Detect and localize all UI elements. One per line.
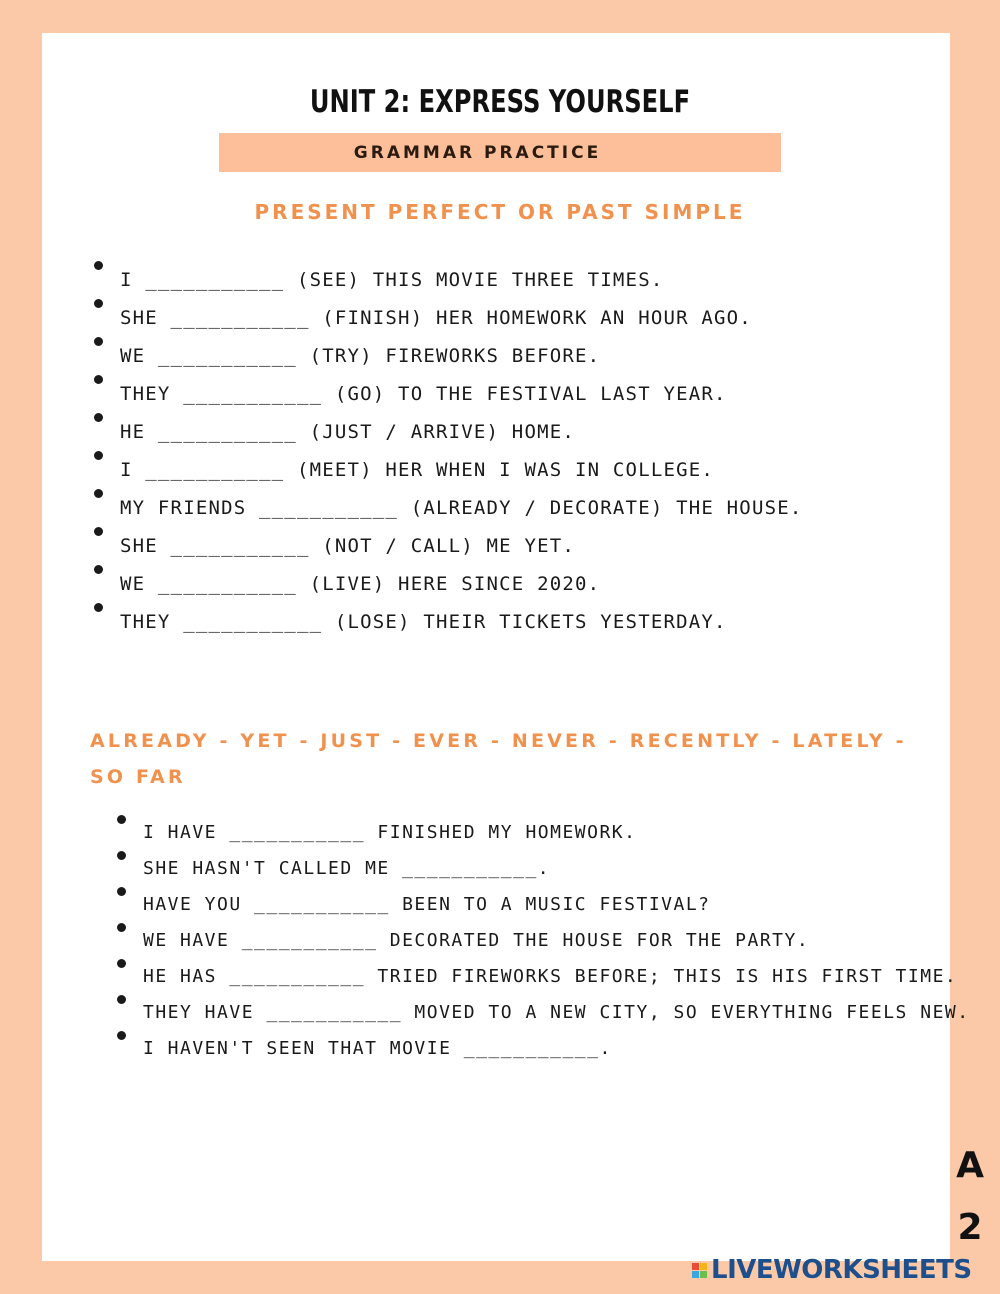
liveworksheets-logo[interactable] <box>692 1255 972 1285</box>
list-item <box>143 851 943 887</box>
page-title: UNIT 2: EXPRESS YOURSELF <box>309 84 691 120</box>
list-item <box>120 413 803 451</box>
list-item <box>120 299 803 337</box>
list-item <box>143 995 970 1031</box>
bullet-icon <box>117 815 126 824</box>
list-item <box>120 527 803 565</box>
list-item <box>120 565 803 603</box>
list-item <box>143 1031 943 1067</box>
logo-square-blue <box>692 1271 699 1278</box>
liveworksheets-icon <box>692 1263 707 1278</box>
bullet-icon <box>94 527 103 536</box>
exercise-text: HE HAS ___________ TRIED FIREWORKS BEFORE; THIS IS HIS FIRST TIME. <box>143 966 958 987</box>
list-item <box>143 887 943 923</box>
logo-square-red <box>692 1263 699 1270</box>
exercise-text: SHE HASN'T CALLED ME ___________. <box>143 858 551 879</box>
exercise-text: MY FRIENDS ___________ (ALREADY / DECORATE) THE HOUSE. <box>120 497 803 519</box>
exercise-text: WE ___________ (TRY) FIREWORKS BEFORE. <box>120 345 601 367</box>
section-1-title: PRESENT PERFECT OR PAST SIMPLE <box>254 200 746 224</box>
list-item <box>120 337 803 375</box>
bullet-icon <box>94 375 103 384</box>
exercise-text: THEY ___________ (GO) TO THE FESTIVAL LAST YEAR. <box>120 383 727 405</box>
list-item <box>143 815 943 851</box>
list-item <box>120 489 803 527</box>
exercise-text: THEY ___________ (LOSE) THEIR TICKETS YESTERDAY. <box>120 611 727 633</box>
list-item <box>120 375 803 413</box>
exercise-text: SHE ___________ (FINISH) HER HOMEWORK AN HOUR AGO. <box>120 307 752 329</box>
bullet-icon <box>94 565 103 574</box>
bullet-icon <box>117 995 126 1004</box>
bullet-icon <box>94 489 103 498</box>
bullet-icon <box>94 261 103 270</box>
exercise-text: WE HAVE ___________ DECORATED THE HOUSE FOR THE PARTY. <box>143 930 810 951</box>
exercise-text: HE ___________ (JUST / ARRIVE) HOME. <box>120 421 576 443</box>
list-item <box>120 451 803 489</box>
bullet-icon <box>94 413 103 422</box>
bullet-icon <box>117 923 126 932</box>
bullet-icon <box>94 603 103 612</box>
list-item <box>120 261 803 299</box>
bullet-icon <box>94 299 103 308</box>
level-badge <box>955 1135 985 1259</box>
section-2-list <box>143 815 970 1067</box>
section-2-title: ALREADY - YET - JUST - EVER - NEVER - RECENTLY - LATELY - SO FAR <box>90 730 907 788</box>
bullet-icon <box>94 451 103 460</box>
level-number: 2 <box>957 1207 983 1248</box>
level-letter: A <box>956 1145 984 1186</box>
list-item <box>143 959 958 995</box>
section-1-list <box>120 261 803 641</box>
exercise-text: WE ___________ (LIVE) HERE SINCE 2020. <box>120 573 601 595</box>
exercise-text: THEY HAVE ___________ MOVED TO A NEW CITY, SO EVERYTHING FEELS NEW. <box>143 1002 970 1023</box>
logo-text: LIVEWORKSHEETS <box>711 1255 972 1285</box>
subtitle-text: GRAMMAR PRACTICE <box>353 142 602 163</box>
exercise-text: I HAVE ___________ FINISHED MY HOMEWORK. <box>143 822 637 843</box>
bullet-icon <box>117 959 126 968</box>
exercise-text: SHE ___________ (NOT / CALL) ME YET. <box>120 535 576 557</box>
list-item <box>143 923 943 959</box>
bullet-icon <box>117 851 126 860</box>
logo-square-yellow <box>700 1263 707 1270</box>
bullet-icon <box>117 1031 126 1040</box>
exercise-text: I HAVEN'T SEEN THAT MOVIE ___________. <box>143 1038 612 1059</box>
bullet-icon <box>117 887 126 896</box>
exercise-text: I ___________ (MEET) HER WHEN I WAS IN COLLEGE. <box>120 459 715 481</box>
bullet-icon <box>94 337 103 346</box>
list-item <box>120 603 803 641</box>
exercise-text: HAVE YOU ___________ BEEN TO A MUSIC FESTIVAL? <box>143 894 711 915</box>
exercise-text: I ___________ (SEE) THIS MOVIE THREE TIMES. <box>120 269 664 291</box>
logo-square-green <box>700 1271 707 1278</box>
subtitle-banner <box>219 133 781 172</box>
